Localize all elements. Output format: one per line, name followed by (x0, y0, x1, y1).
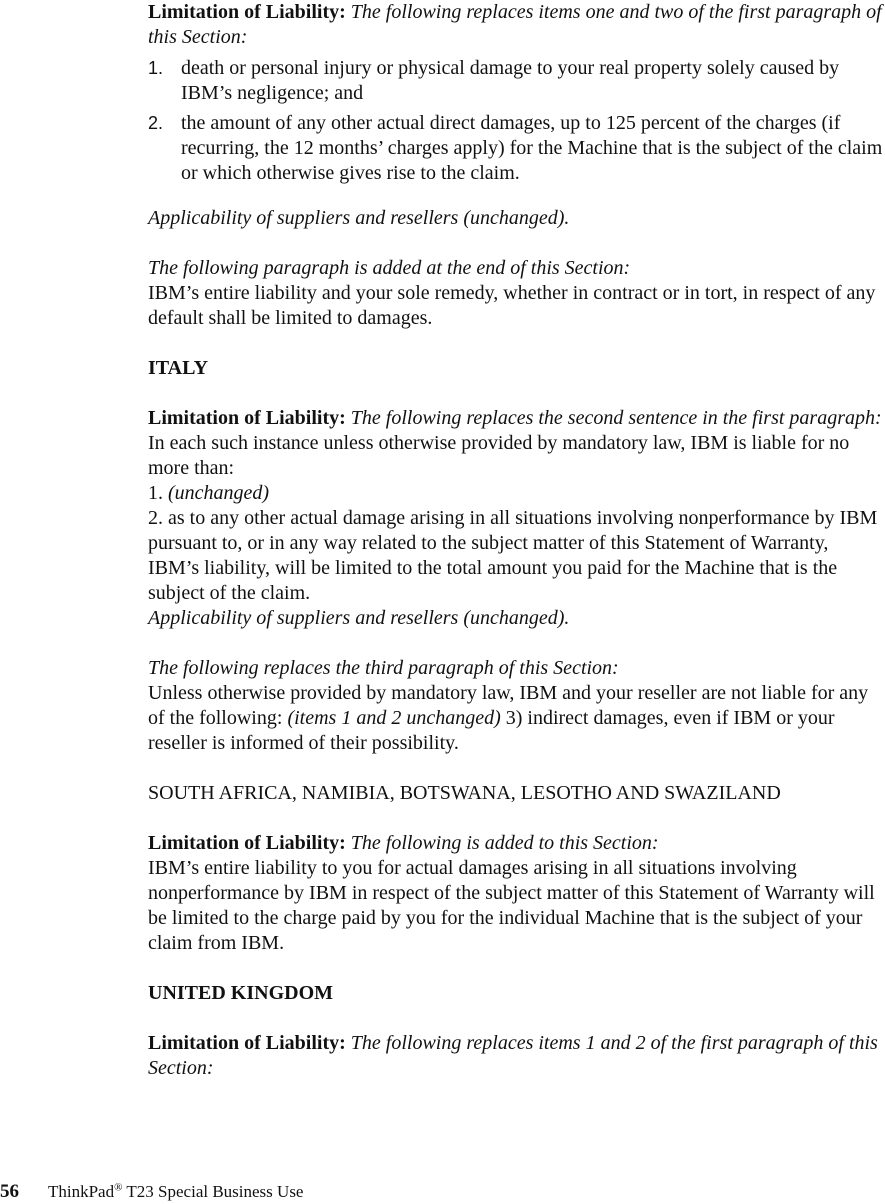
third-paragraph-text (148, 681, 883, 756)
item-number: 1. (148, 482, 163, 504)
item-text: (unchanged) (168, 482, 270, 504)
section-heading: Limitation of Liability: (148, 407, 346, 429)
south-africa-liability-paragraph (148, 831, 883, 856)
section-heading: Limitation of Liability: (148, 832, 346, 854)
third-text-a: Unless otherwise provided by mandatory law, IBM and your reseller are not liable for any of the following: (148, 682, 869, 729)
added-paragraph-intro: The following paragraph is added at the end of this Section: (148, 257, 631, 279)
applicability-note: Applicability of suppliers and resellers (unchanged). (148, 607, 570, 629)
page-number: 56 (0, 1181, 19, 1202)
italy-item-2: 2. as to any other actual damage arising in all situations involving nonperformance by IBM pursuant to, or in any way related to the subject matter of this Statement of Warranty, IBM’s liability, will be limited to the total amount you paid for the Machine that is the subject of the claim. (148, 507, 878, 604)
added-paragraph-text: IBM’s entire liability and your sole remedy, whether in contract or in tort, in respect of any default shall be limited to damages. (148, 282, 876, 329)
list-item (148, 111, 883, 186)
uk-liability-paragraph (148, 1031, 883, 1081)
document-body (148, 0, 883, 1081)
list-number: 2. (148, 113, 164, 133)
italy-liability-paragraph (148, 406, 883, 431)
section-intro: The following is added to this Section: (350, 832, 659, 854)
country-heading-uk: UNITED KINGDOM (148, 982, 334, 1004)
list-item (148, 56, 883, 106)
numbered-list (148, 56, 883, 186)
applicability-note: Applicability of suppliers and resellers (unchanged). (148, 207, 570, 229)
section-heading: Limitation of Liability: (148, 1, 346, 23)
third-text-b: 3) indirect damages, even if IBM or your reseller is informed of their possibility. (148, 707, 835, 754)
third-paragraph-intro: The following replaces the third paragraph of this Section: (148, 657, 619, 679)
list-number: 1. (148, 58, 164, 78)
section-heading: Limitation of Liability: (148, 1032, 346, 1054)
book-name: ThinkPad (48, 1182, 115, 1201)
country-heading-italy: ITALY (148, 357, 209, 379)
country-heading-south-africa: SOUTH AFRICA, NAMIBIA, BOTSWANA, LESOTHO AND SWAZILAND (148, 782, 781, 804)
section-intro: The following replaces items 1 and 2 of the first paragraph of this Section: (148, 1032, 878, 1079)
italy-item-1 (148, 481, 883, 506)
section-intro: The following replaces the second sentence in the first paragraph: (350, 407, 882, 429)
book-title-rest: T23 Special Business Use (122, 1182, 304, 1201)
liability-paragraph (148, 0, 883, 50)
third-text-italic: (items 1 and 2 unchanged) (287, 707, 501, 729)
list-text: death or personal injury or physical damage to your real property solely caused by IBM’s negligence; and (181, 57, 840, 104)
italy-text: In each such instance unless otherwise provided by mandatory law, IBM is liable for no more than: (148, 432, 850, 479)
registered-mark: ® (114, 1181, 123, 1194)
list-text: the amount of any other actual direct damages, up to 125 percent of the charges (if recurring, the 12 months’ charges apply) for the Machine that is the subject of the claim or which otherwise gives rise to the claim. (181, 112, 883, 184)
south-africa-text: IBM’s entire liability to you for actual damages arising in all situations involving nonperformance by IBM in respect of the subject matter of this Statement of Warranty will be limited to the charge paid by you for the individual Machine that is the subject of your claim from IBM. (148, 857, 875, 954)
page-footer (0, 1181, 303, 1203)
section-intro: The following replaces items one and two of the first paragraph of this Section: (148, 1, 882, 48)
